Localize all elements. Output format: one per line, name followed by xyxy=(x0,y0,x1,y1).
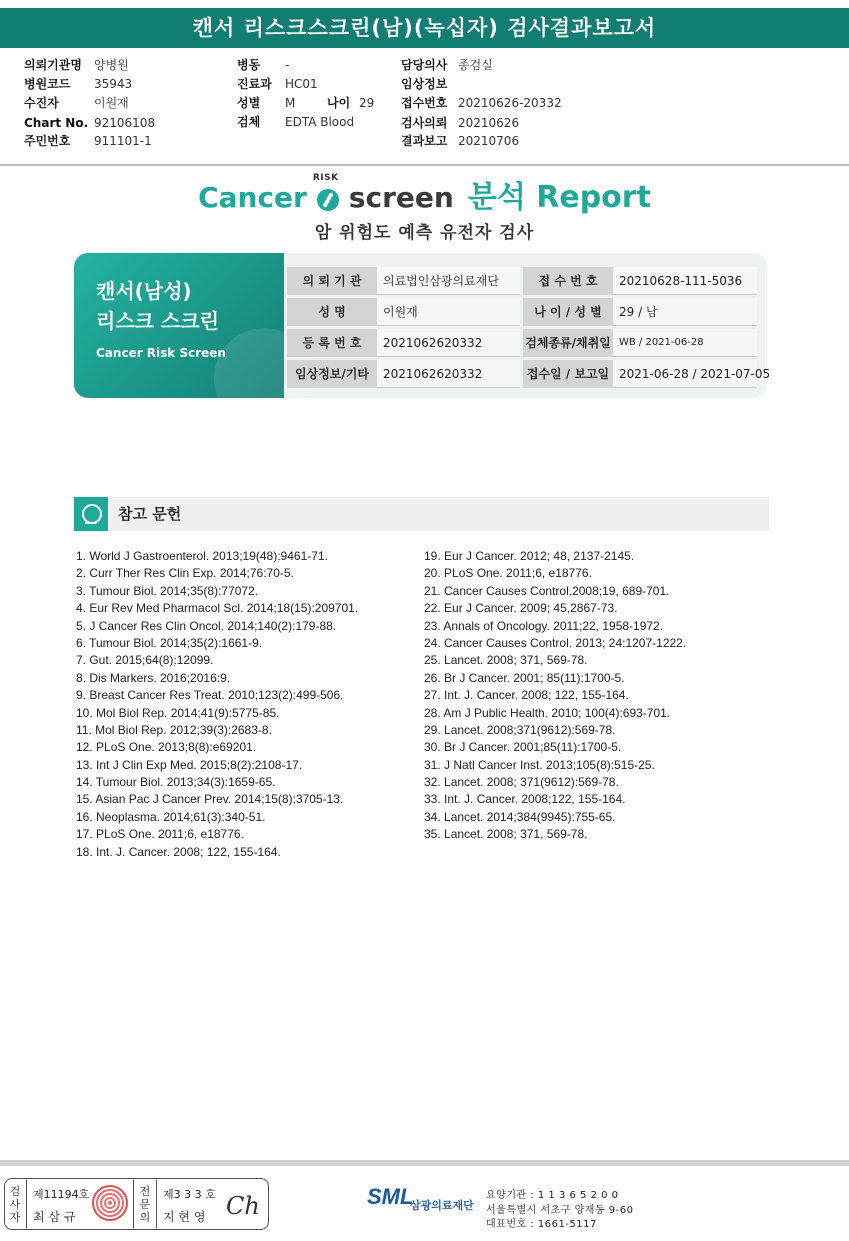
reference-item: 26. Br J Cancer. 2001; 85(11):1700-5. xyxy=(424,670,625,685)
references-right-column xyxy=(424,548,686,844)
table-label: 의 뢰 기 관 xyxy=(287,267,377,295)
info-patient xyxy=(24,94,129,112)
org-name: 삼광의료재단 xyxy=(410,1199,474,1212)
info-ward xyxy=(237,56,289,74)
reference-item: 2. Curr Ther Res Clin Exp. 2014;76:70-5. xyxy=(76,566,294,581)
reference-item: 9. Breast Cancer Res Treat. 2010;123(2):499-506. xyxy=(76,688,344,703)
table-label: 접 수 번 호 xyxy=(523,267,613,295)
reference-item: 3. Tumour Biol. 2014;35(8):77072. xyxy=(76,583,259,598)
table-value: 2021062620332 xyxy=(377,360,520,388)
dept-label: 진료과 xyxy=(237,77,272,91)
card-title-2: 리스크 스크린 xyxy=(96,309,219,333)
age-label: 나이 xyxy=(327,96,351,110)
brand-cancer: Cancer xyxy=(198,181,307,214)
reference-item: 30. Br J Cancer. 2001;85(11):1700-5. xyxy=(424,740,622,755)
reference-item: 34. Lancet. 2014;384(9945):755-65. xyxy=(424,809,616,824)
reference-item: 12. PLoS One. 2013;8(8):e69201. xyxy=(76,740,257,755)
reference-item: 25. Lancet. 2008; 371, 569-78. xyxy=(424,653,588,668)
reference-item: 4. Eur Rev Med Pharmacol Scl. 2014;18(15):209701. xyxy=(76,601,359,616)
code-value: 35943 xyxy=(94,77,133,91)
reference-item: 22. Eur J Cancer. 2009; 45,2867-73. xyxy=(424,601,618,616)
info-specimen xyxy=(237,113,354,131)
info-sex xyxy=(237,94,374,112)
ward-label: 병동 xyxy=(237,58,261,72)
reference-item: 19. Eur J Cancer. 2012; 48, 2137-2145. xyxy=(424,549,635,563)
table-value: 2021062620332 xyxy=(377,329,520,357)
ward-value: - xyxy=(285,58,290,72)
info-request xyxy=(401,114,519,132)
reference-item: 27. Int. J. Cancer. 2008; 122, 155-164. xyxy=(424,688,629,703)
handwritten-signature: Ch xyxy=(226,1192,260,1220)
reference-item: 20. PLoS One. 2011;6, e18776. xyxy=(424,566,592,581)
specimen-label: 검체 xyxy=(237,115,261,129)
risk-ribbon-icon xyxy=(311,173,345,213)
reference-item: 23. Annals of Oncology. 2011;22, 1958-1972. xyxy=(424,618,664,633)
patient-value: 이원재 xyxy=(94,96,129,110)
reference-item: 35. Lancet. 2008; 371, 569-78. xyxy=(424,827,588,842)
table-label: 검체종류/채취일 xyxy=(523,329,613,357)
examiner-license: 제11194호 xyxy=(33,1188,90,1201)
reference-item: 18. Int. J. Cancer. 2008; 122, 155-164. xyxy=(76,844,281,859)
examiner-name: 최 삼 규 xyxy=(33,1210,76,1224)
reference-item: 5. J Cancer Res Clin Oncol. 2014;140(2):179-88. xyxy=(76,618,337,633)
id-value: 911101-1 xyxy=(94,134,152,148)
chart-label: Chart No. xyxy=(24,116,89,130)
age-value: 29 xyxy=(359,96,375,110)
reference-item: 7. Gut. 2015;64(8):12099. xyxy=(76,653,214,668)
brand-logo xyxy=(0,172,849,218)
info-id xyxy=(24,132,152,150)
table-value: WB / 2021-06-28 xyxy=(613,329,757,357)
table-row xyxy=(287,360,771,388)
specialist-license: 제3 3 3 호 xyxy=(163,1188,216,1201)
reference-item: 29. Lancet. 2008;371(9612):569-78. xyxy=(424,722,616,737)
chart-value: 92106108 xyxy=(94,116,156,130)
info-report xyxy=(401,132,519,150)
brand-subtitle: 암 위험도 예측 유전자 검사 xyxy=(314,223,535,243)
examiner-label: 검 사 자 xyxy=(9,1185,21,1224)
info-hospital xyxy=(24,56,129,74)
request-label: 검사의뢰 xyxy=(401,116,448,130)
sex-label: 성별 xyxy=(237,96,261,110)
sex-value: M xyxy=(285,96,296,110)
reference-item: 32. Lancet. 2008; 371(9612):569-78. xyxy=(424,775,619,790)
info-code xyxy=(24,75,132,93)
brand-report: 분석 Report xyxy=(467,180,651,215)
care-code: 요양기관 : 1 1 3 6 5 2 0 0 xyxy=(486,1190,619,1201)
org-phone: 대표번호 : 1661-5117 xyxy=(486,1219,597,1230)
table-row xyxy=(287,267,757,295)
id-label: 주민번호 xyxy=(24,134,71,148)
code-label: 병원코드 xyxy=(24,77,71,91)
table-label: 성 명 xyxy=(287,298,377,326)
references-left-column xyxy=(76,548,358,861)
card-title-en: Cancer Risk Screen xyxy=(96,346,226,360)
clinical-label: 임상정보 xyxy=(401,77,448,91)
official-seal-icon xyxy=(92,1185,128,1221)
reference-item: 16. Neoplasma. 2014;61(3):340-51. xyxy=(76,809,266,824)
hospital-label: 의뢰기관명 xyxy=(24,58,82,72)
sml-logo: SML xyxy=(367,1184,414,1209)
patient-label: 수진자 xyxy=(24,96,59,110)
request-value: 20210626 xyxy=(458,116,520,130)
table-label: 나 이 / 성 별 xyxy=(523,298,613,326)
reference-item: 17. PLoS One. 2011;6, e18776. xyxy=(76,827,244,842)
table-value: 2021-06-28 / 2021-07-05 xyxy=(613,360,757,388)
receipt-value: 20210626-20332 xyxy=(458,96,562,110)
brand-screen: screen xyxy=(348,181,454,214)
specimen-value: EDTA Blood xyxy=(285,115,355,129)
info-chart xyxy=(24,114,155,132)
specialist-label: 전 문 의 xyxy=(139,1185,151,1224)
reference-item: 24. Cancer Causes Control. 2013; 24:1207-1222. xyxy=(424,635,687,650)
report-title: 캔서 리스크스크린(남)(녹십자) 검사결과보고서 xyxy=(0,8,849,48)
table-value: 20210628-111-5036 xyxy=(613,267,757,295)
table-row xyxy=(287,329,757,357)
card-title-1: 캔서(남성) xyxy=(96,279,192,303)
brand-risk: RISK xyxy=(312,173,339,183)
specialist-name: 지 현 영 xyxy=(163,1210,206,1224)
info-clinical xyxy=(401,75,458,93)
report-label: 결과보고 xyxy=(401,134,448,148)
reference-item: 1. World J Gastroenterol. 2013;19(48):9461-71. xyxy=(76,549,328,563)
reference-item: 13. Int J Clin Exp Med. 2015;8(2):2108-17. xyxy=(76,757,303,772)
table-row xyxy=(287,298,757,326)
table-value: 이원재 xyxy=(377,298,520,326)
info-receipt xyxy=(401,94,562,112)
reference-item: 10. Mol Biol Rep. 2014;41(9):5775-85. xyxy=(76,705,280,720)
reference-item: 15. Asian Pac J Cancer Prev. 2014;15(8):3705-13. xyxy=(76,792,344,807)
report-value: 20210706 xyxy=(458,134,520,148)
info-doctor xyxy=(401,56,493,74)
reference-item: 28. Am J Public Health. 2010; 100(4):693-701. xyxy=(424,705,671,720)
info-dept xyxy=(237,75,318,93)
reference-item: 14. Tumour Biol. 2013;34(3):1659-65. xyxy=(76,775,276,790)
receipt-label: 접수번호 xyxy=(401,96,448,110)
references-title: 참고 문헌 xyxy=(118,505,182,523)
table-value: 29 / 남 xyxy=(613,298,757,326)
header-divider xyxy=(0,164,849,166)
reference-item: 31. J Natl Cancer Inst. 2013;105(8):515-25. xyxy=(424,757,655,772)
reference-globe-icon xyxy=(74,497,108,531)
card-title-panel xyxy=(74,253,284,398)
reference-item: 33. Int. J. Cancer. 2008;122, 155-164. xyxy=(424,792,626,807)
footer-divider xyxy=(0,1160,849,1166)
table-label: 임상정보/기타 xyxy=(287,360,377,388)
table-label: 등 록 번 호 xyxy=(287,329,377,357)
hospital-value: 양병원 xyxy=(94,58,129,72)
table-value: 의료법인삼광의료재단 xyxy=(377,267,520,295)
reference-item: 6. Tumour Biol. 2014;35(2):1661-9. xyxy=(76,635,263,650)
reference-item: 21. Cancer Causes Control.2008;19, 689-701. xyxy=(424,583,670,598)
reference-item: 8. Dis Markers. 2016;2016:9. xyxy=(76,670,231,685)
table-label: 접수일 / 보고일 xyxy=(523,360,613,388)
reference-item: 11. Mol Biol Rep. 2012;39(3):2683-8. xyxy=(76,722,272,737)
doctor-value: 종검실 xyxy=(458,58,493,72)
dept-value: HC01 xyxy=(285,77,318,91)
org-address: 서울특별시 서초구 양재동 9-60 xyxy=(486,1205,634,1216)
doctor-label: 담당의사 xyxy=(401,58,448,72)
